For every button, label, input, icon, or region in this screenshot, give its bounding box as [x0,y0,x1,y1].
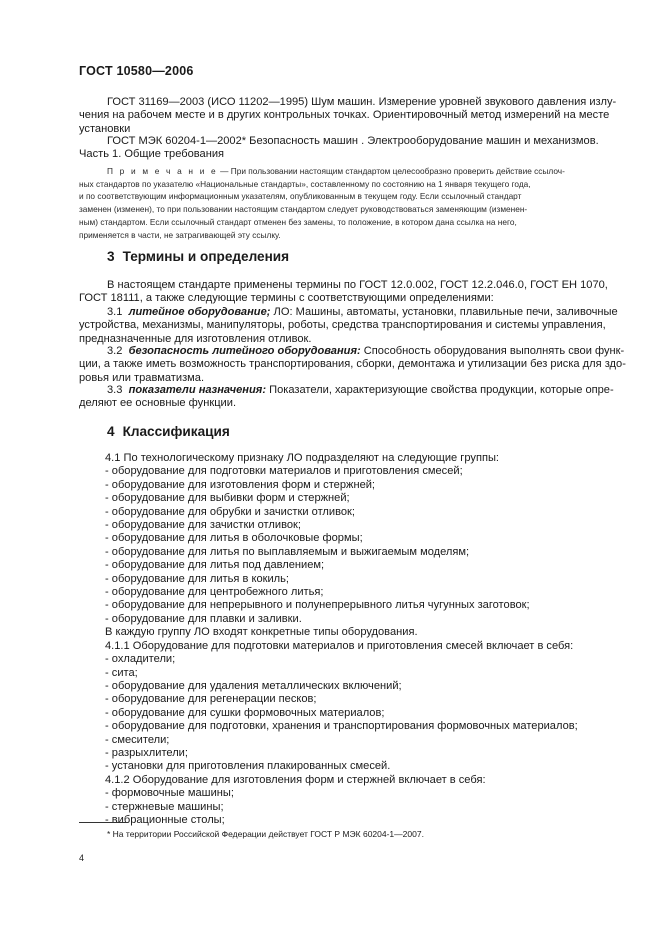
note-block [79,165,642,241]
term-name: литейное оборудование; [128,306,271,318]
section-number: 3 [107,249,115,264]
page-number: 4 [79,853,85,863]
list-item: - оборудование для литья по выплавляемым и выжигаемым моделям; [105,545,470,558]
text-line: установки [79,122,131,135]
term-name: показатели назначения: [128,384,267,396]
note-label: П р и м е ч а н и е [107,166,218,176]
reference-gost-31169 [79,96,642,136]
text-line: ным) стандартом. Если ссылочный стандарт отменен без замены, то положение, в котором дана ссылка на него, [79,216,517,227]
footnote-divider [79,822,128,823]
list-item: - оборудование для плавки и заливки. [105,612,302,625]
section-3-intro [79,279,642,306]
term-3-1 [79,306,642,346]
list-item: - оборудование для непрерывного и полунепрерывного литья чугунных заготовок; [105,599,530,612]
list-item: - оборудование для литья под давлением; [105,559,325,572]
text-line: В настоящем стандарте применены термины по ГОСТ 12.0.002, ГОСТ 12.2.046.0, ГОСТ ЕН 1070, [107,279,608,291]
text-line: Часть 1. Общие требования [79,148,225,161]
list-item: - оборудование для обрубки и зачистки отливок; [105,505,355,518]
section-title: Классификация [122,424,230,439]
text-line: ГОСТ 18111, а также следующие термины с соответствующими определениями: [79,292,494,305]
section-number: 4 [107,424,115,439]
text-line: ных стандартов по указателю «Национальные стандарты», составленному по состоянию на 1 января текущего года, [79,178,531,189]
text-line: ции, а также иметь возможность транспортирования, сборки, демонтажа и утилизации без риска для здо- [79,358,626,371]
list-item: - оборудование для зачистки отливок; [105,519,301,532]
list-item: - оборудование для литья в кокиль; [105,572,290,585]
clause-4-1-2: 4.1.2 Оборудование для изготовления форм и стержней включает в себя: [105,773,486,786]
list-item: - оборудование для выбивки форм и стержней; [105,492,350,505]
clause-4-1: 4.1 По технологическому признаку ЛО подразделяют на следующие группы: [105,452,500,464]
section-3-heading [107,249,289,264]
term-definition: Способность оборудования выполнять свои функ- [360,345,625,357]
list-item: - разрыхлители; [105,746,188,759]
text-line: применяется в части, не затрагивающей эту ссылку. [79,229,281,240]
text-line: — При пользовании настоящим стандартом целесообразно проверить действие ссылоч- [217,166,565,176]
term-definition: ЛО: Машины, автоматы, установки, плавильные печи, заливочные [270,306,618,318]
list-item: - вибрационные столы; [105,813,225,826]
section-4-list [105,452,578,827]
term-definition: Показатели, характеризующие свойства продукции, которые опре- [266,384,614,396]
running-header: ГОСТ 10580—2006 [79,64,194,78]
list-item: - оборудование для удаления металлических включений; [105,679,402,692]
text-line: и по соответствующим информационным указателям, опубликованным в текущем году. Если ссылочный стандарт [79,191,522,202]
text-line: В каждую группу ЛО входят конкретные типы оборудования. [105,626,418,639]
term-name: безопасность литейного оборудования: [128,345,361,357]
footnote: * На территории Российской Федерации действует ГОСТ Р МЭК 60204-1—2007. [107,829,424,839]
term-number: 3.3 [107,384,123,396]
list-item: - формовочные машины; [105,787,234,800]
text-line: предназначенные для изготовления отливок. [79,332,312,345]
clause-4-1-1: 4.1.1 Оборудование для подготовки материалов и приготовления смесей включает в себя: [105,639,574,652]
text-line: деляют ее основные функции. [79,397,237,410]
section-4-heading [107,424,230,439]
text-line: устройства, механизмы, манипуляторы, роботы, средства транспортирования и системы управления, [79,319,606,332]
section-title: Термины и определения [122,249,290,264]
reference-gost-iec-60204 [79,135,642,162]
text-line: ровья или травматизма. [79,371,205,384]
text-line: ГОСТ 31169—2003 (ИСО 11202—1995) Шум машин. Измерение уровней звукового давления излу- [107,96,617,108]
list-item: - оборудование для литья в оболочковые формы; [105,532,363,545]
term-number: 3.1 [107,306,123,318]
list-item: - сита; [105,666,138,679]
list-item: - оборудование для подготовки, хранения и транспортирования формовочных материалов; [105,720,578,733]
list-item: - оборудование для центробежного литья; [105,586,324,599]
list-item: - оборудование для сушки формовочных материалов; [105,706,385,719]
term-3-3 [79,384,642,411]
list-item: - оборудование для подготовки материалов и приготовления смесей; [105,465,463,478]
list-item: - смесители; [105,733,170,746]
list-item: - оборудование для изготовления форм и стержней; [105,478,376,491]
list-item: - оборудование для регенерации песков; [105,693,317,706]
text-line: заменен (изменен), то при пользовании настоящим стандартом следует руководствоваться заменяющим (изменен- [79,204,528,215]
text-line: чения на рабочем месте и в других контрольных точках. Ориентировочный метод измерений на месте [79,109,610,122]
term-3-2 [79,345,642,385]
list-item: - установки для приготовления плакированных смесей. [105,760,391,773]
list-item: - охладители; [105,653,176,666]
list-item: - стержневые машины; [105,800,224,813]
text-line: ГОСТ МЭК 60204-1—2002* Безопасность машин . Электрооборудование машин и механизмов. [107,135,599,147]
term-number: 3.2 [107,345,123,357]
